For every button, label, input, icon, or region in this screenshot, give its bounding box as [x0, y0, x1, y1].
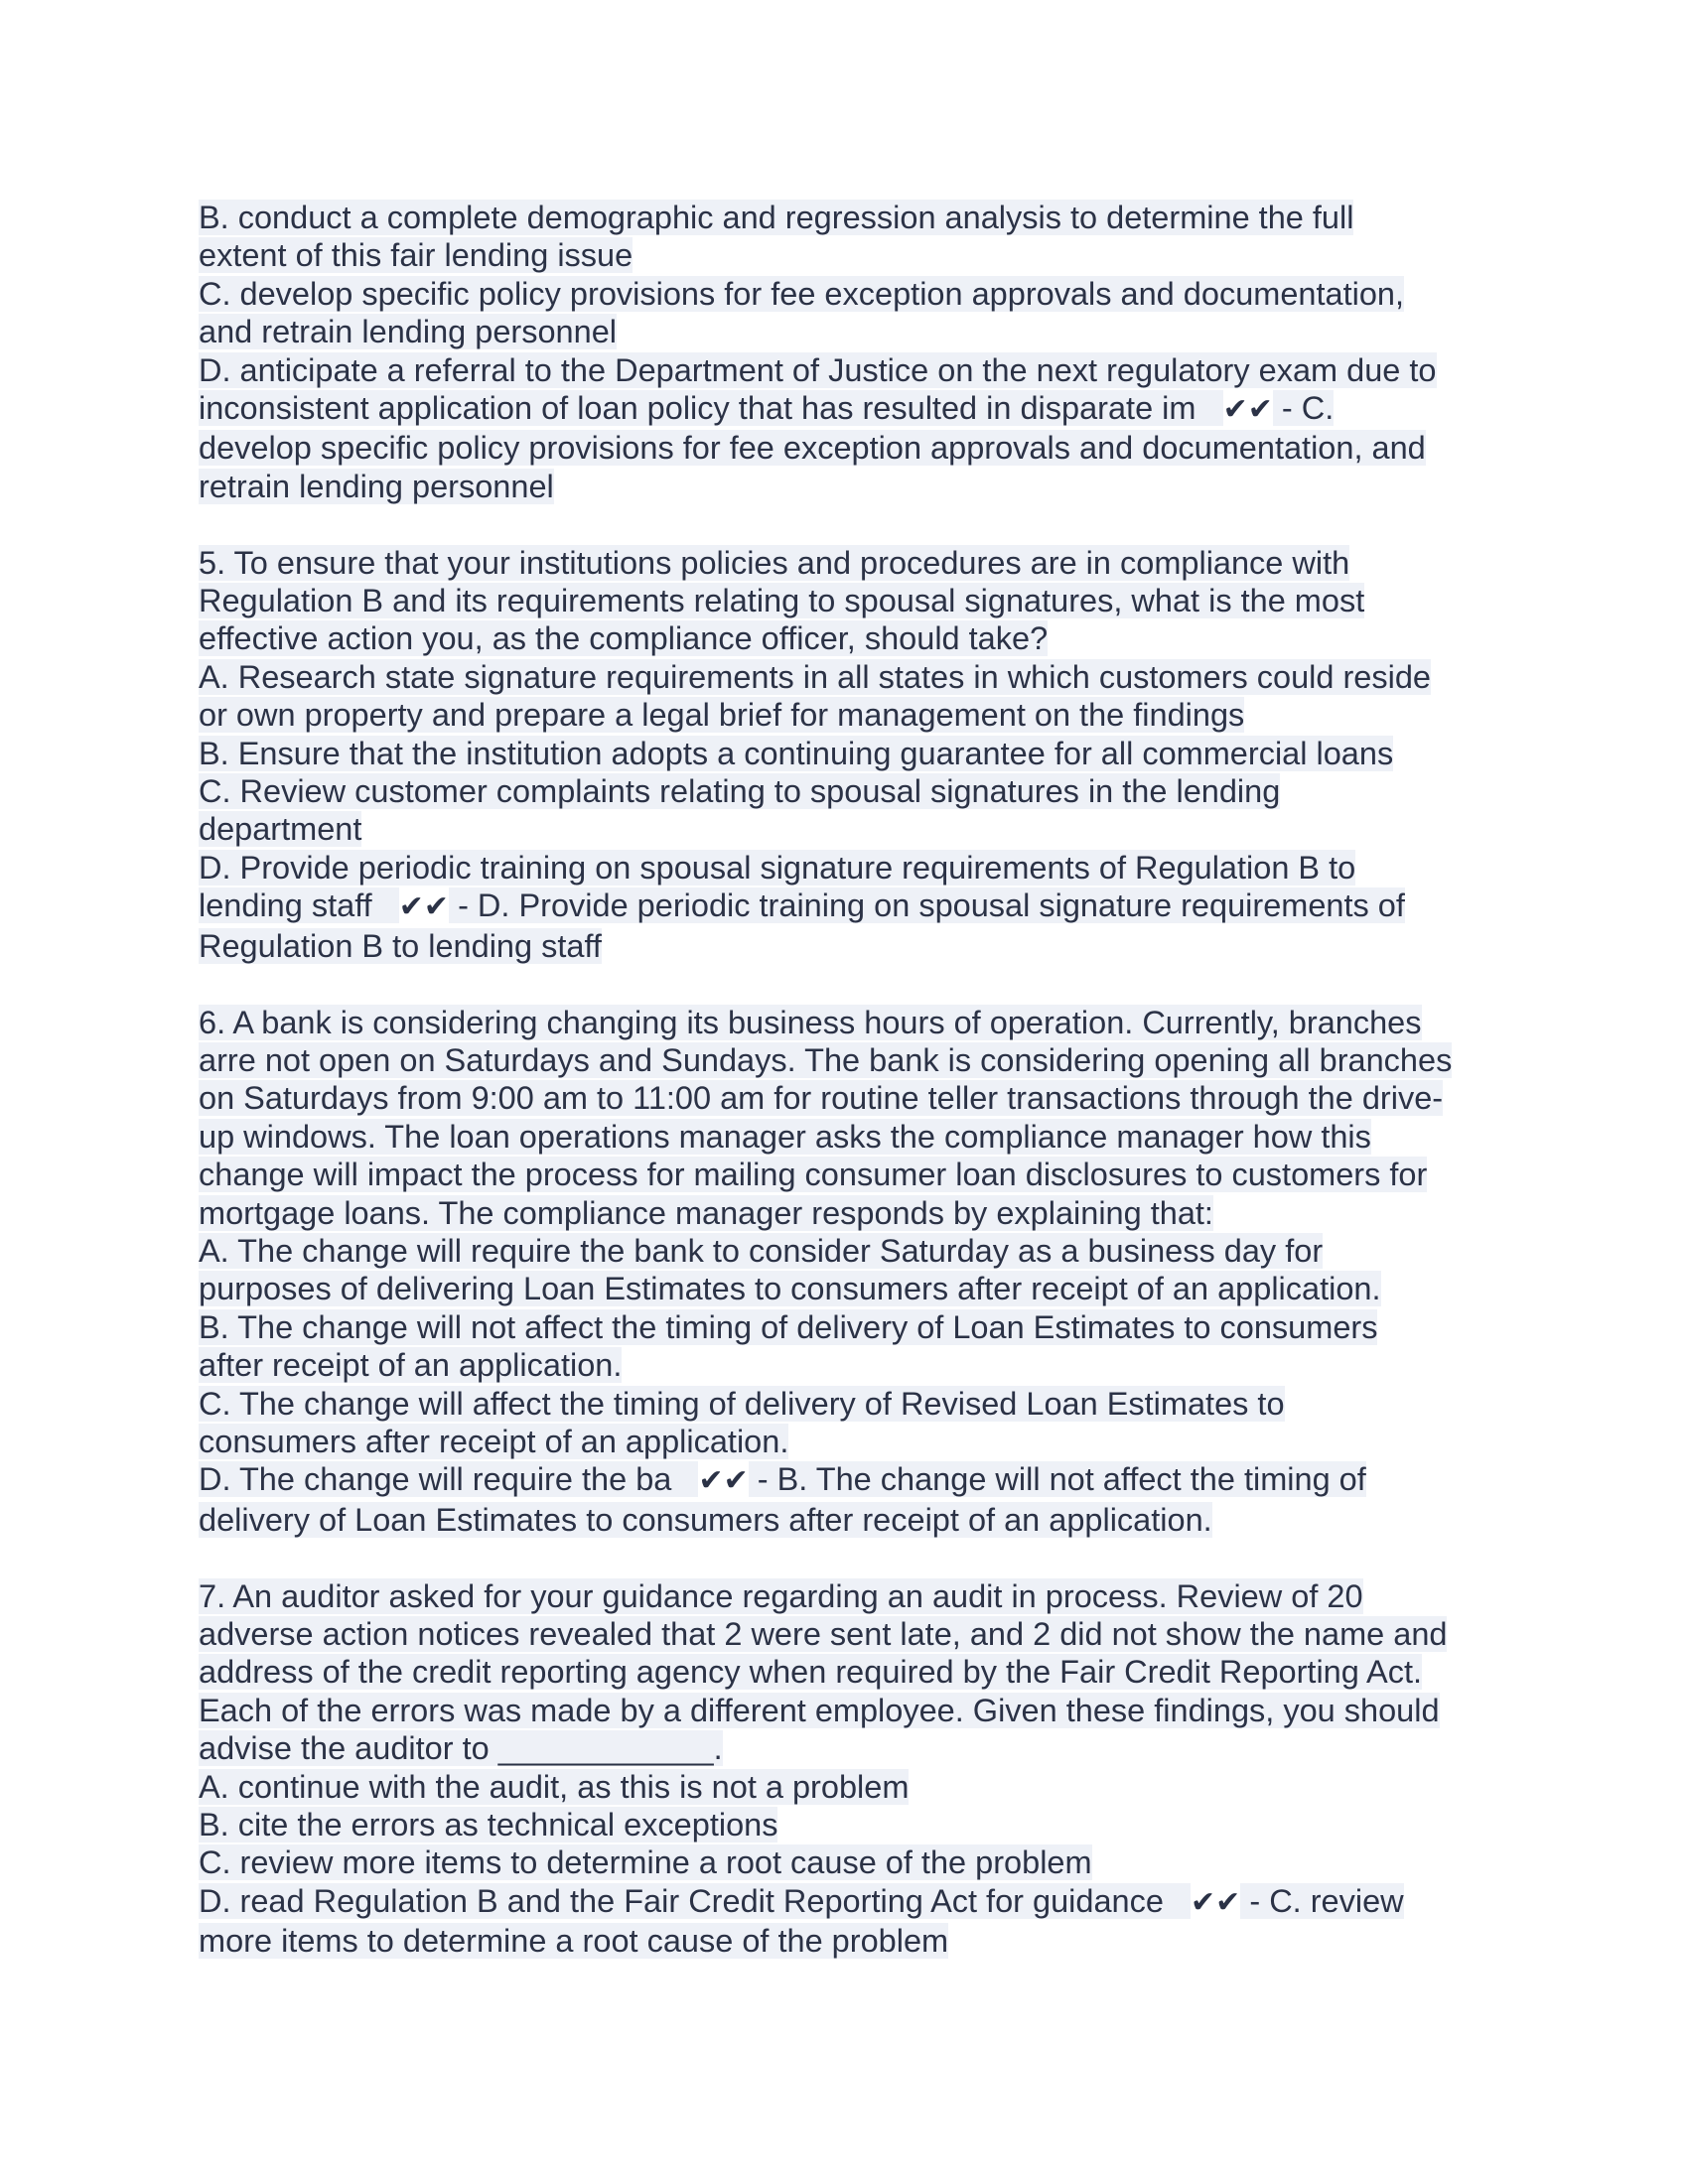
q5-question-line-2: Regulation B and its requirements relating to spousal signatures, what is the most — [199, 583, 1365, 619]
spacer — [199, 965, 1499, 1003]
q5-option-c-line-2: department — [199, 811, 362, 848]
question-7 — [199, 1577, 1499, 1961]
q4-answer-line-1: develop specific policy provisions for fee exception approvals and documentation, and — [199, 430, 1426, 467]
q6-option-c-line-2: consumers after receipt of an application. — [199, 1423, 789, 1459]
q7-question-line-1: 7. An auditor asked for your guidance regarding an audit in process. Review of 20 — [199, 1577, 1363, 1614]
q7-question-line-3: address of the credit reporting agency when required by the Fair Credit Reporting Act. — [199, 1654, 1423, 1691]
q7-answer-line: more items to determine a root cause of the problem — [199, 1923, 949, 1960]
check-icon: ✔✔ — [698, 1463, 749, 1499]
q7-question-line-5: advise the auditor to ____________. — [199, 1730, 723, 1767]
q7-option-c: C. review more items to determine a root cause of the problem — [199, 1844, 1092, 1881]
q5-option-a-line-2: or own property and prepare a legal brief for management on the findings — [199, 697, 1245, 734]
q5-option-d-line-2: lending staff ✔✔ - D. Provide periodic training on spousal signature requirements of — [199, 887, 1405, 925]
question-6 — [199, 1004, 1499, 1540]
check-icon: ✔✔ — [398, 889, 450, 925]
q6-question-line-1: 6. A bank is considering changing its business hours of operation. Currently, branches — [199, 1004, 1422, 1040]
question-4-options — [199, 199, 1499, 505]
q7-option-d-line: D. read Regulation B and the Fair Credit Reporting Act for guidance ✔✔ - C. review — [199, 1882, 1404, 1920]
q4-option-c-line-2: and retrain lending personnel — [199, 314, 617, 350]
q6-answer-line: delivery of Loan Estimates to consumers after receipt of an application. — [199, 1501, 1212, 1538]
q4-answer-line-2: retrain lending personnel — [199, 468, 554, 504]
q5-option-c-line-1: C. Review customer complaints relating to spousal signatures in the lending — [199, 773, 1281, 810]
q6-question-line-4: up windows. The loan operations manager asks the compliance manager how this — [199, 1118, 1371, 1155]
q4-option-d-line-1: D. anticipate a referral to the Department of Justice on the next regulatory exam due to — [199, 351, 1437, 388]
q4-option-b-line-1: B. conduct a complete demographic and regression analysis to determine the full — [199, 200, 1354, 235]
check-icon: ✔✔ — [1222, 392, 1273, 428]
q6-option-c-line-1: C. The change will affect the timing of delivery of Revised Loan Estimates to — [199, 1385, 1285, 1422]
question-5 — [199, 544, 1499, 965]
q6-option-a-line-2: purposes of delivering Loan Estimates to consumers after receipt of an application. — [199, 1271, 1381, 1307]
q6-option-b-line-2: after receipt of an application. — [199, 1347, 623, 1384]
q5-question-line-3: effective action you, as the compliance officer, should take? — [199, 620, 1049, 657]
q5-answer-line: Regulation B to lending staff — [199, 927, 602, 964]
q5-question-line-1: 5. To ensure that your institutions policies and procedures are in compliance with — [199, 544, 1350, 581]
q5-option-b: B. Ensure that the institution adopts a continuing guarantee for all commercial loans — [199, 735, 1394, 771]
q4-option-d-line-2: inconsistent application of loan policy that has resulted in disparate im ✔✔ - C. — [199, 390, 1335, 428]
q6-question-line-2: arre not open on Saturdays and Sundays. The bank is considering opening all branches — [199, 1041, 1453, 1078]
document-content — [199, 199, 1499, 1961]
q6-option-d-line: D. The change will require the ba ✔✔ - B. The change will not affect the timing of — [199, 1461, 1366, 1499]
q5-option-a-line-1: A. Research state signature requirements in all states in which customers could reside — [199, 658, 1431, 695]
q7-question-line-4: Each of the errors was made by a different employee. Given these findings, you should — [199, 1692, 1440, 1728]
q4-option-b-line-2: extent of this fair lending issue — [199, 237, 633, 274]
q7-option-b: B. cite the errors as technical exceptions — [199, 1807, 778, 1843]
q6-question-line-3: on Saturdays from 9:00 am to 11:00 am for routine teller transactions through the drive- — [199, 1080, 1444, 1117]
check-icon: ✔✔ — [1191, 1884, 1241, 1920]
q6-option-a-line-1: A. The change will require the bank to consider Saturday as a business day for — [199, 1232, 1324, 1269]
q4-option-c-line-1: C. develop specific policy provisions for fee exception approvals and documentation, — [199, 275, 1405, 312]
spacer — [199, 505, 1499, 543]
q6-option-b-line-1: B. The change will not affect the timing of delivery of Loan Estimates to consumers — [199, 1308, 1378, 1345]
q6-question-line-5: change will impact the process for mailing consumer loan disclosures to customers for — [199, 1157, 1428, 1193]
q6-question-line-6: mortgage loans. The compliance manager responds by explaining that: — [199, 1194, 1213, 1231]
q5-option-d-line-1: D. Provide periodic training on spousal signature requirements of Regulation B to — [199, 849, 1356, 886]
q7-option-a: A. continue with the audit, as this is not a problem — [199, 1768, 910, 1805]
spacer — [199, 1539, 1499, 1576]
q7-question-line-2: adverse action notices revealed that 2 were sent late, and 2 did not show the name and — [199, 1615, 1448, 1652]
